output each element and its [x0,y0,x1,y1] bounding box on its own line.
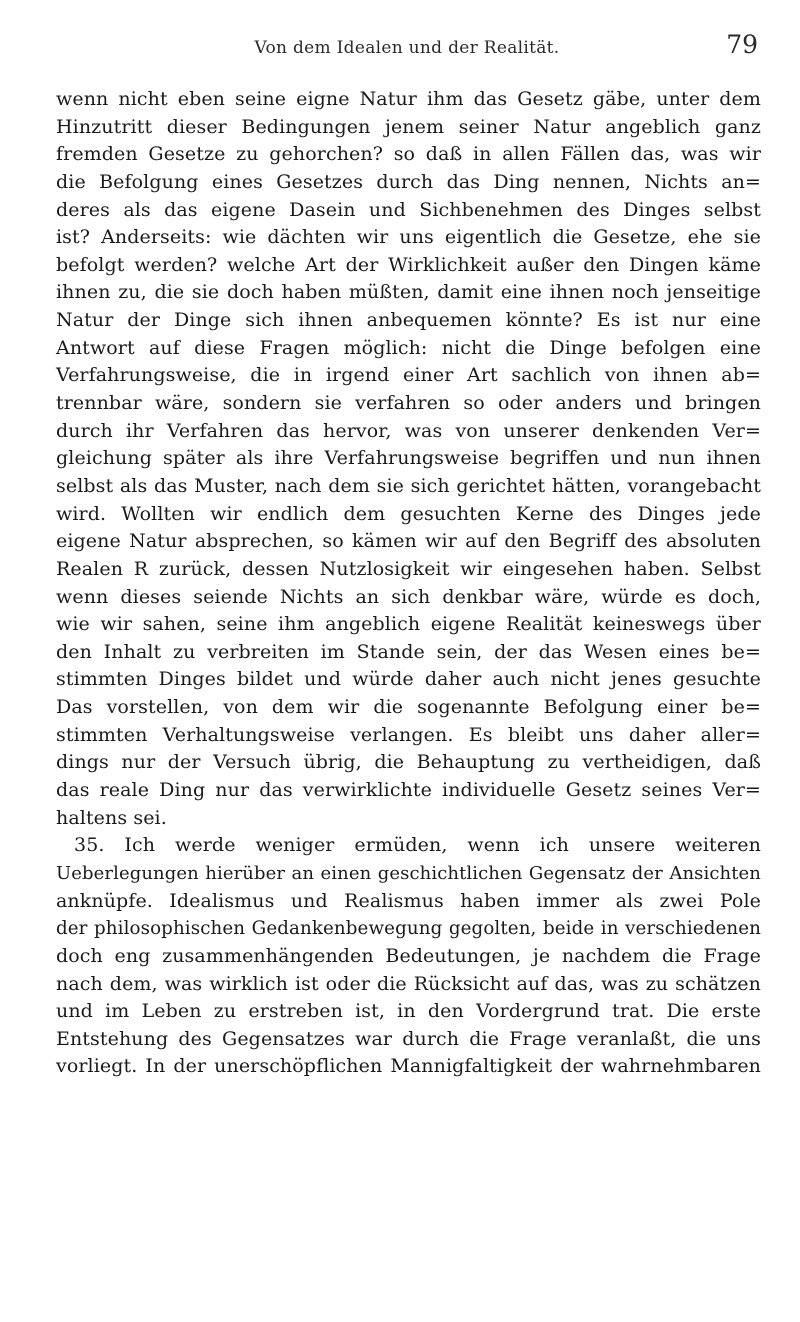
text-line: Entstehung des Gegensatzes war durch die Frage veranlaßt, die uns [56,1027,761,1050]
text-line: Hinzutritt dieser Bedingungen jenem seiner Natur angeblich ganz [56,115,761,138]
text-line: durch ihr Verfahren das hervor, was von unserer denkenden Ver= [56,419,761,442]
text-line: wenn nicht eben seine eigne Natur ihm das Gesetz gäbe, unter dem [56,88,761,110]
page-number: 79 [726,30,758,59]
text-line: der philosophischen Gedankenbewegung gegolten, beide in verschiedenen [56,918,761,940]
text-line: doch eng zusammenhängenden Bedeutungen, je nachdem die Frage [56,944,761,967]
text-line: gleichung später als ihre Verfahrungsweise begriffen und nun ihnen [56,447,761,470]
text-line: fremden Gesetze zu gehorchen? so daß in allen Fällen das, was wir [56,143,761,166]
text-line: Realen R zurück, dessen Nutzlosigkeit wir eingesehen haben. Selbst [56,557,761,580]
text-line: das reale Ding nur das verwirklichte individuelle Gesetz seines Ver= [56,779,761,802]
text-line: eigene Natur absprechen, so kämen wir auf den Begriff des absoluten [56,530,761,553]
text-line: Natur der Dinge sich ihnen anbequemen könnte? Es ist nur eine [56,309,761,332]
text-line: ihnen zu, die sie doch haben müßten, damit eine ihnen noch jenseitige [56,281,761,304]
text-line: Ueberlegungen hierüber an einen geschichtlichen Gegensatz der Ansichten [56,862,761,884]
text-line: wenn dieses seiende Nichts an sich denkbar wäre, würde es doch, [56,585,761,608]
running-title: Von dem Idealen und der Realität. [254,38,560,58]
text-line: ist? Anderseits: wie dächten wir uns eigentlich die Gesetze, ehe sie [56,226,761,249]
text-line: die Befolgung eines Gesetzes durch das Ding nennen, Nichts an= [56,170,761,193]
text-line: Verfahrungsweise, die in irgend einer Art sachlich von ihnen ab= [56,364,761,387]
text-line: 35. Ich werde weniger ermüden, wenn ich unsere weiteren [74,834,761,857]
text-line: befolgt werden? welche Art der Wirklichkeit außer den Dingen käme [56,253,761,276]
text-line: haltens sei. [56,806,167,829]
body-text [56,86,761,1081]
text-line: dings nur der Versuch übrig, die Behauptung zu vertheidigen, daß [56,751,761,774]
text-line: deres als das eigene Dasein und Sichbenehmen des Dinges selbst [56,198,761,221]
text-line: selbst als das Muster, nach dem sie sich gerichtet hätten, vorangebacht [56,474,761,497]
text-line: Das vorstellen, von dem wir die sogenannte Befolgung einer be= [56,696,761,719]
text-line: Antwort auf diese Fragen möglich: nicht die Dinge befolgen eine [56,336,761,359]
text-line: den Inhalt zu verbreiten im Stande sein, der das Wesen eines be= [56,640,761,663]
text-line: stimmten Verhaltungsweise verlangen. Es bleibt uns daher aller= [56,723,761,746]
text-line: wird. Wollten wir endlich dem gesuchten Kerne des Dinges jede [56,502,761,525]
text-line: stimmten Dinges bildet und würde daher auch nicht jenes gesuchte [56,668,761,691]
text-line: anknüpfe. Idealismus und Realismus haben immer als zwei Pole [56,889,761,912]
text-line: wie wir sahen, seine ihm angeblich eigene Realität keineswegs über [56,613,761,636]
text-line: nach dem, was wirklich ist oder die Rücksicht auf das, was zu schätzen [56,972,761,995]
text-line: und im Leben zu erstreben ist, in den Vordergrund trat. Die erste [56,1000,761,1023]
page-header [56,30,758,64]
text-line: trennbar wäre, sondern sie verfahren so oder anders und bringen [56,392,761,415]
text-line: vorliegt. In der unerschöpflichen Mannigfaltigkeit der wahrnehmbaren [56,1055,761,1078]
